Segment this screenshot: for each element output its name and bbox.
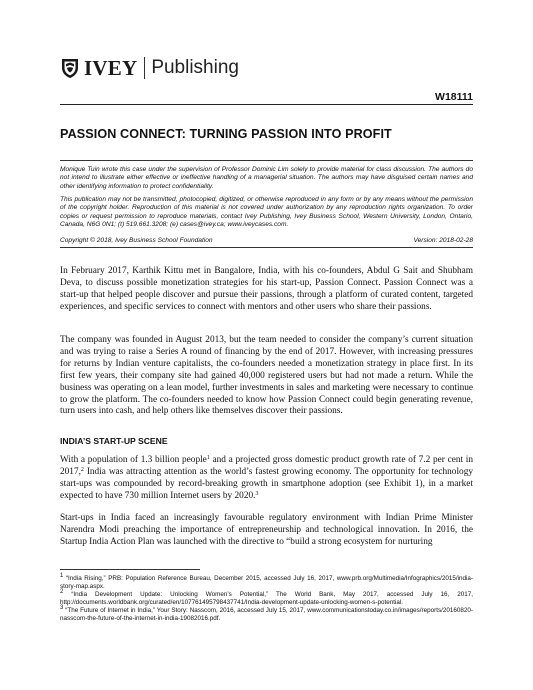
version-text: Version: 2018-02-28 — [413, 237, 473, 244]
copyright-row — [60, 237, 473, 244]
footnote-number-2: 2 — [60, 589, 64, 595]
notes-bottom-rule — [60, 247, 473, 248]
footnote-number-1: 1 — [60, 573, 64, 579]
p3-text-a: With a population of 1.3 billion people — [60, 455, 207, 465]
footnote-ref-1: 1 — [206, 455, 210, 461]
notes-top-rule — [60, 160, 473, 161]
paragraph-intro: In February 2017, Karthik Kittu met in Bangalore, India, with his co-founders, Abdul G Sait and Shubham Deva, to discuss possible monetization strategies for his start-up, Passion Connect. Passion Connect was a start-up that helped people discover and pursue their passions, through a platform of curated content, targeted experiences, and specific services to connect with mentors and other users who share their passions. — [60, 266, 473, 312]
permission-note: This publication may not be transmitted, photocopied, digitized, or otherwise reproduced in any form or by any means without the permission of the copyright holder. Reproduction of this material is not covered under authorization by any reproduction rights organization. To order copies or request permission to reproduce materials, contact Ivey Publishing, Ivey Business School, Western University, London, Ontario, Canada, N6G 0N1; (t) 519.661.3208; (e) cases@ivey.ca; www.iveycases.com. — [60, 196, 473, 229]
brand-name: IVEY — [84, 55, 138, 80]
footnote-text-3: “The Future of Internet in India,” Your Story: Nasscom, 2016, accessed July 15, 2017, www.communicationstoday.co.in/images/reports/20160820-nasscom-the-future-of-the-internet-in-india-19082016.pdf. — [60, 607, 473, 622]
footnote-rule — [60, 569, 200, 570]
footnote-3 — [60, 607, 473, 623]
paragraph-regulatory: Start-ups in India faced an increasingly favourable regulatory environment with Indian Prime Minister Narendra Modi preaching the importance of entrepreneurship and technological innovation. In 2016, the Startup India Action Plan was launched with the directive to “build a strong ecosystem for nurturing — [60, 513, 473, 547]
footnote-text-2: “India Development Update: Unlocking Women’s Potential,” The World Bank, May 2017, accessed July 16, 2017, http://documents.worldbank.org/curated/en/107761495798437741/India-development-update-unlocking-women-s-potential. — [60, 591, 473, 606]
footnote-ref-2: 2 — [80, 466, 84, 473]
footnote-ref-3: 3 — [255, 490, 259, 497]
paragraph-company: The company was founded in August 2013, but the team needed to consider the company’s current situation and was trying to raise a Series A round of financing by the end of 2017. However, with increasing pressures for returns by Indian venture capitalists, the co-founders needed a monetization strategy in place first. In its first few years, their company site had gained 40,000 registered users but had not made a return. While the business was operating on a lean model, further investments in sales and marketing were necessary to continue to grow the platform. The co-founders needed to know how Passion Connect could begin generating revenue, turn users into cash, and help others like themselves discover their passions. — [60, 335, 473, 417]
section-heading: INDIA’S START-UP SCENE — [60, 436, 168, 446]
paragraph-startup-scene — [60, 455, 473, 503]
ivey-crest-icon — [60, 57, 80, 79]
p3-text-c: India was attracting attention as the world’s fastest growing economy. The opportunity for technology start-ups was compounded by record-breaking growth in smartphone adoption (see Exhibit 1), in a market expected to have 730 million Internet users by 2020. — [60, 466, 473, 501]
case-number: W18111 — [435, 91, 473, 103]
footnote-1 — [60, 575, 473, 591]
brand-subtitle: Publishing — [151, 57, 239, 78]
p3-text-b: and a projected gross domestic product growth rate of 7.2 per cent in 2017, — [60, 455, 474, 477]
footnote-number-3: 3 — [60, 605, 64, 611]
copyright-text: Copyright © 2018, Ivey Business School Foundation — [60, 237, 213, 244]
ivey-publishing-logo — [60, 54, 239, 82]
case-title: PASSION CONNECT: TURNING PASSION INTO PROFIT — [60, 127, 392, 141]
header-rule — [60, 104, 473, 105]
footnote-text-1: “India Rising,” PRB: Population Reference Bureau, December 2015, accessed July 16, 2017, www.prb.org/Multimedia/Infographics/2015/india-story-map.aspx. — [60, 575, 473, 590]
footnote-2 — [60, 591, 473, 607]
authorship-note: Monique Tuin wrote this case under the supervision of Professor Dominic Lim solely to provide material for class discussion. The authors do not intend to illustrate either effective or ineffective handling of a managerial situation. The authors may have disguised certain names and other identifying information to protect confidentiality. — [60, 166, 473, 190]
brand-divider — [144, 57, 145, 79]
